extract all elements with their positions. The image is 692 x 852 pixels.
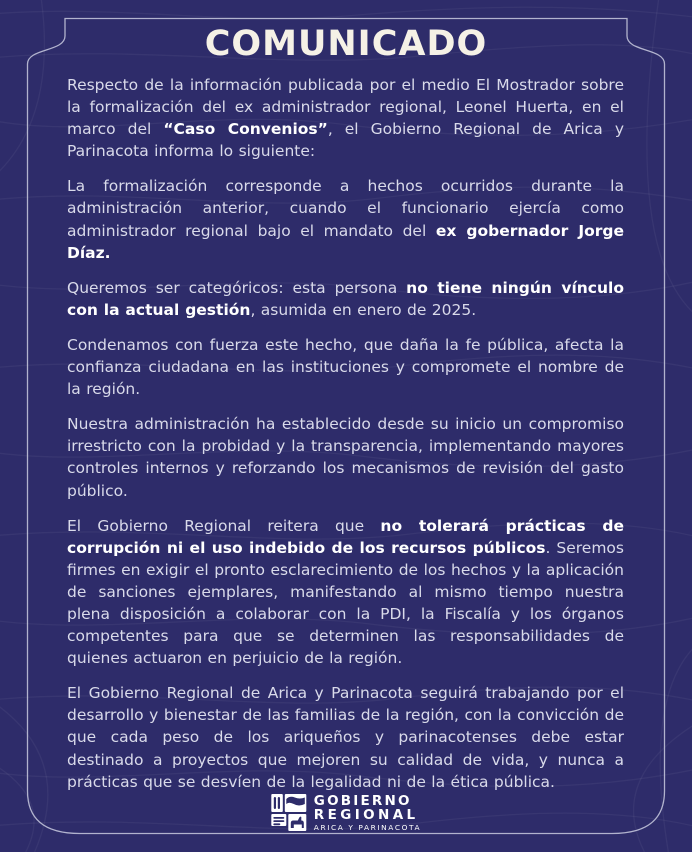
paragraph-text: La formalización corresponde a hechos ocurridos durante la administración anterior, cuando el funcionario ejercía como administrador regional bajo el mandato del	[67, 177, 624, 240]
paragraph-text: Queremos ser categóricos: esta persona	[67, 278, 407, 297]
gore-logo-text	[314, 794, 421, 832]
gore-logo-icon	[271, 794, 307, 832]
paragraph-text: El Gobierno Regional reitera que	[67, 516, 381, 535]
paragraph	[67, 74, 624, 162]
paragraph	[67, 277, 624, 321]
paragraph-text: Condenamos con fuerza este hecho, que daña la fe pública, afecta la confianza ciudadana en las instituciones y compromete el nombre de la región.	[67, 335, 624, 399]
paragraph	[67, 175, 624, 263]
paragraph	[67, 413, 624, 501]
paragraph	[67, 334, 624, 400]
paragraph-text: . Seremos firmes en exigir el pronto esclarecimiento de los hechos y la aplicación de sanciones ejemplares, manifestando al mismo tiempo nuestra plena disposición a colaborar con la PDI, la Fiscalía y los órganos competentes para que se determinen las responsabilidades de quienes actuaron en perjuicio de la región.	[67, 538, 624, 668]
paragraph	[67, 682, 624, 792]
paragraph-bold-text: no tolerará prácticas de corrupción ni el uso indebido de los recursos públicos	[67, 516, 624, 557]
paragraph-text: Respecto de la información publicada por el medio El Mostrador sobre la formalización del ex administrador regional, Leonel Huerta, en el marco del	[67, 76, 624, 139]
gore-logo	[271, 794, 421, 832]
logo-text-line2: REGIONAL	[313, 807, 419, 823]
page-title: COMUNICADO	[204, 24, 488, 64]
paragraph	[67, 515, 624, 670]
paragraph-text: Nuestra administración ha establecido desde su inicio un compromiso irrestricto con la probidad y la transparencia, implementando mayores controles internos y reforzando los mecanismos de revisión del gasto público.	[67, 415, 624, 500]
logo-text-line1: GOBIERNO	[313, 793, 412, 809]
statement-body	[67, 74, 624, 809]
paragraph-bold-text: ex gobernador Jorge Díaz.	[67, 221, 624, 262]
paragraph-bold-text: no tiene ningún vínculo con la actual gestión	[67, 278, 624, 319]
paragraph-bold-text: “Caso Convenios”	[163, 120, 328, 139]
paragraph-text: El Gobierno Regional de Arica y Parinacota seguirá trabajando por el desarrollo y bienestar de las familias de la región, con la convicción de que cada peso de los ariqueños y parinacotenses debe estar destinado a proyectos que mejoren su calidad de vida, y nunca a prácticas que se desvíen de la legalidad ni de la ética pública.	[67, 684, 624, 791]
paragraph-text: , asumida en enero de 2025.	[250, 300, 477, 319]
paragraph-text: , el Gobierno Regional de Arica y Parinacota informa lo siguiente:	[67, 120, 624, 161]
logo-text-line3: ARICA Y PARINACOTA	[313, 823, 422, 832]
